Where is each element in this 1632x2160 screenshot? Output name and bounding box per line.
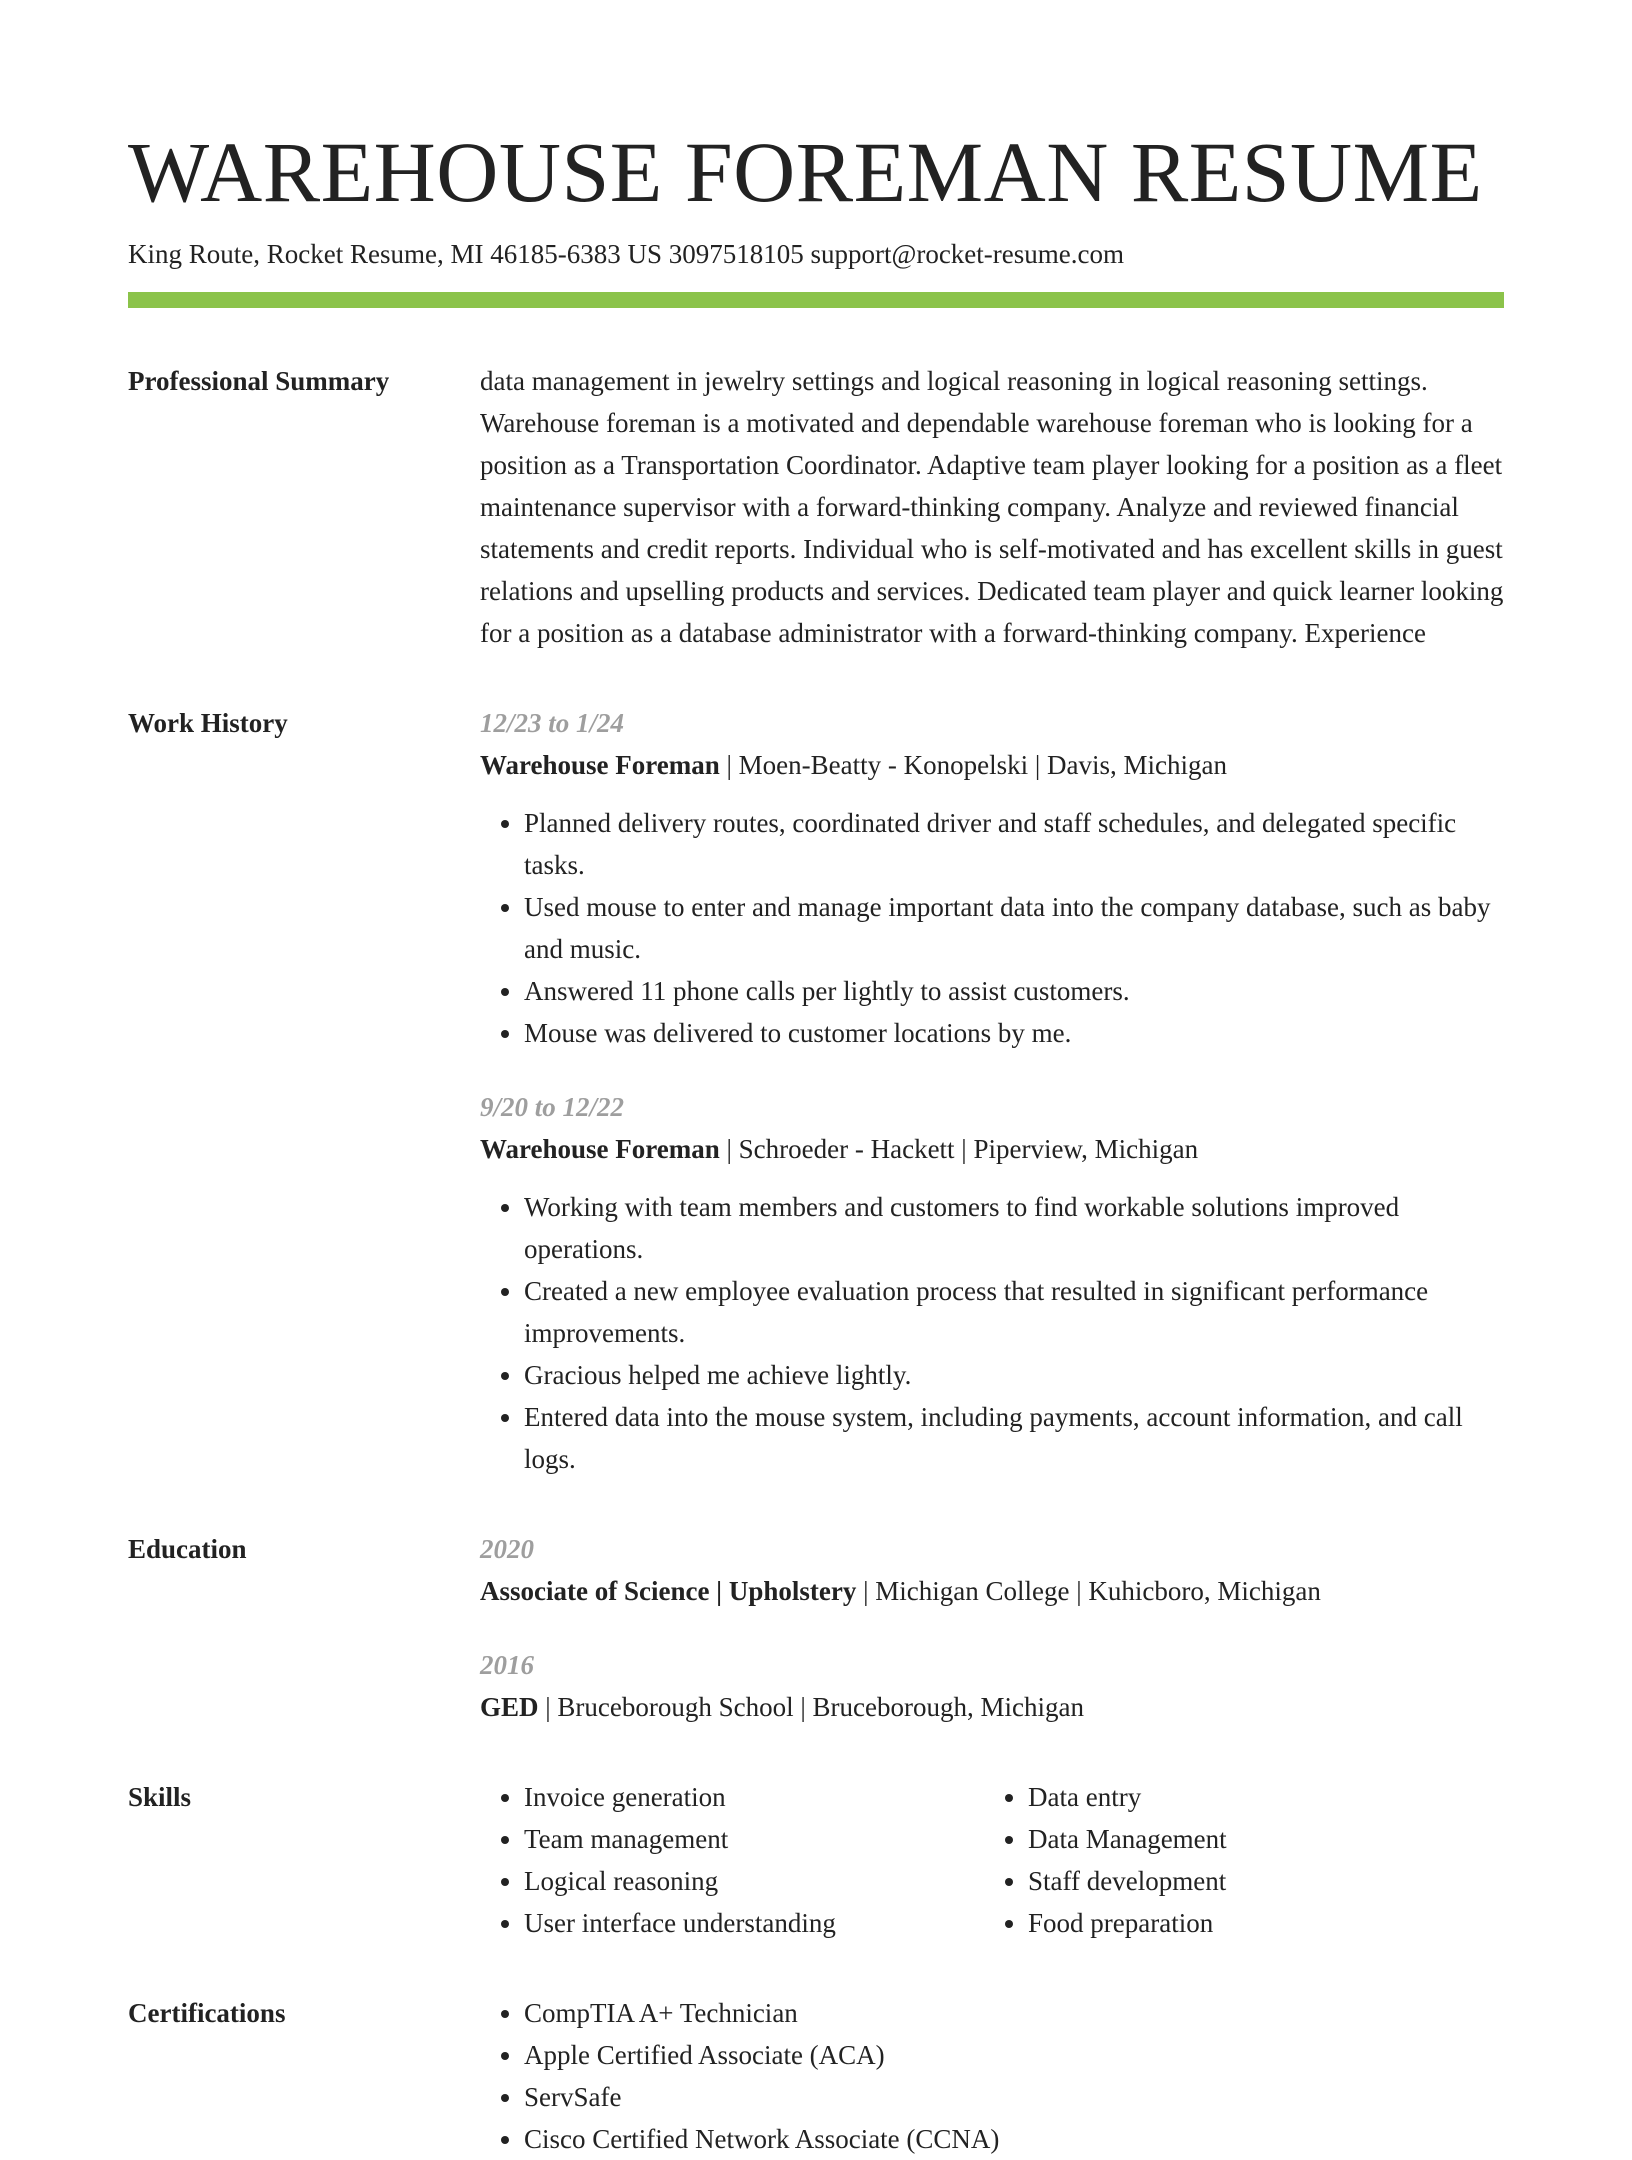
skills-columns (480, 1776, 1504, 1944)
contact-address: King Route, Rocket Resume, MI 46185-6383 US (128, 239, 662, 269)
contact-line (128, 236, 1504, 272)
education-entry (480, 1528, 1504, 1612)
summary-section (128, 360, 1504, 654)
certification-item: • ServSafe (524, 2076, 1504, 2118)
resume-page (128, 124, 1504, 2160)
skill-item: • User interface understanding (524, 1902, 984, 1944)
job-details: | Schroeder - Hackett | Piperview, Michigan (719, 1134, 1199, 1164)
job-heading (480, 744, 1504, 786)
section-label-skills: Skills (128, 1782, 192, 1812)
job-bullet: • Planned delivery routes, coordinated driver and staff schedules, and delegated specific tasks. (524, 802, 1504, 886)
job-bullet: • Answered 11 phone calls per lightly to assist customers. (524, 970, 1504, 1012)
education-year: 2016 (480, 1650, 534, 1680)
education-heading (480, 1570, 1504, 1612)
certification-item: • Apple Certified Associate (ACA) (524, 2034, 1504, 2076)
education-section (128, 1528, 1504, 1728)
job-entry (480, 702, 1504, 1054)
job-bullet: • Entered data into the mouse system, including payments, account information, and call logs. (524, 1396, 1504, 1480)
education-entry (480, 1644, 1504, 1728)
skill-item: • Food preparation (1028, 1902, 1488, 1944)
skills-section (128, 1776, 1504, 1944)
job-bullet: • Mouse was delivered to customer locations by me. (524, 1012, 1504, 1054)
section-label-certifications: Certifications (128, 1998, 286, 2028)
certification-item: • CompTIA A+ Technician (524, 1992, 1504, 2034)
job-title: Warehouse Foreman (480, 1134, 720, 1164)
contact-email: support@rocket-resume.com (810, 239, 1124, 269)
job-bullets (480, 802, 1504, 1054)
skill-item: • Data Management (1028, 1818, 1488, 1860)
education-details: | Michigan College | Kuhicboro, Michigan (856, 1576, 1321, 1606)
job-entry (480, 1086, 1504, 1480)
job-bullet: • Created a new employee evaluation process that resulted in significant performance improvements. (524, 1270, 1504, 1354)
summary-text: data management in jewelry settings and logical reasoning in logical reasoning settings. Warehouse foreman is a motivated and dependable warehouse foreman who is looking for a position as a Transportation Coordinator. Adaptive team player looking for a position as a fleet maintenance supervisor with a forward-thinking company. Analyze and reviewed financial statements and credit reports. Individual who is self-motivated and has excellent skills in guest relations and upselling products and services. Dedicated team player and quick learner looking for a position as a database administrator with a forward-thinking company. Experience (480, 366, 1504, 648)
section-label-summary: Professional Summary (128, 366, 390, 396)
education-details: | Bruceborough School | Bruceborough, Michigan (538, 1692, 1084, 1722)
skill-item: • Data entry (1028, 1776, 1488, 1818)
job-details: | Moen-Beatty - Konopelski | Davis, Michigan (719, 750, 1227, 780)
job-dates: 12/23 to 1/24 (480, 708, 625, 738)
certifications-list (480, 1992, 1504, 2160)
certifications-section (128, 1992, 1504, 2160)
education-degree: Associate of Science | Upholstery (480, 1576, 857, 1606)
work-history-section (128, 702, 1504, 1480)
education-heading (480, 1686, 1504, 1728)
job-bullets (480, 1186, 1504, 1480)
skill-item: • Invoice generation (524, 1776, 984, 1818)
job-heading (480, 1128, 1504, 1170)
job-title: Warehouse Foreman (480, 750, 720, 780)
job-bullet: • Used mouse to enter and manage important data into the company database, such as baby and music. (524, 886, 1504, 970)
contact-phone: 3097518105 (668, 239, 804, 269)
job-bullet: • Gracious helped me achieve lightly. (524, 1354, 1504, 1396)
skills-list-right (984, 1776, 1488, 1944)
accent-divider (128, 292, 1504, 308)
skill-item: • Logical reasoning (524, 1860, 984, 1902)
skills-list-left (480, 1776, 984, 1944)
job-dates: 9/20 to 12/22 (480, 1092, 625, 1122)
job-bullet: • Working with team members and customers to find workable solutions improved operations. (524, 1186, 1504, 1270)
section-label-education: Education (128, 1534, 247, 1564)
certification-item: • Cisco Certified Network Associate (CCNA) (524, 2118, 1504, 2160)
section-label-work-history: Work History (128, 708, 288, 738)
education-year: 2020 (480, 1534, 534, 1564)
resume-title: WAREHOUSE FOREMAN RESUME (128, 124, 1483, 220)
education-degree: GED (480, 1692, 539, 1722)
skill-item: • Staff development (1028, 1860, 1488, 1902)
skill-item: • Team management (524, 1818, 984, 1860)
